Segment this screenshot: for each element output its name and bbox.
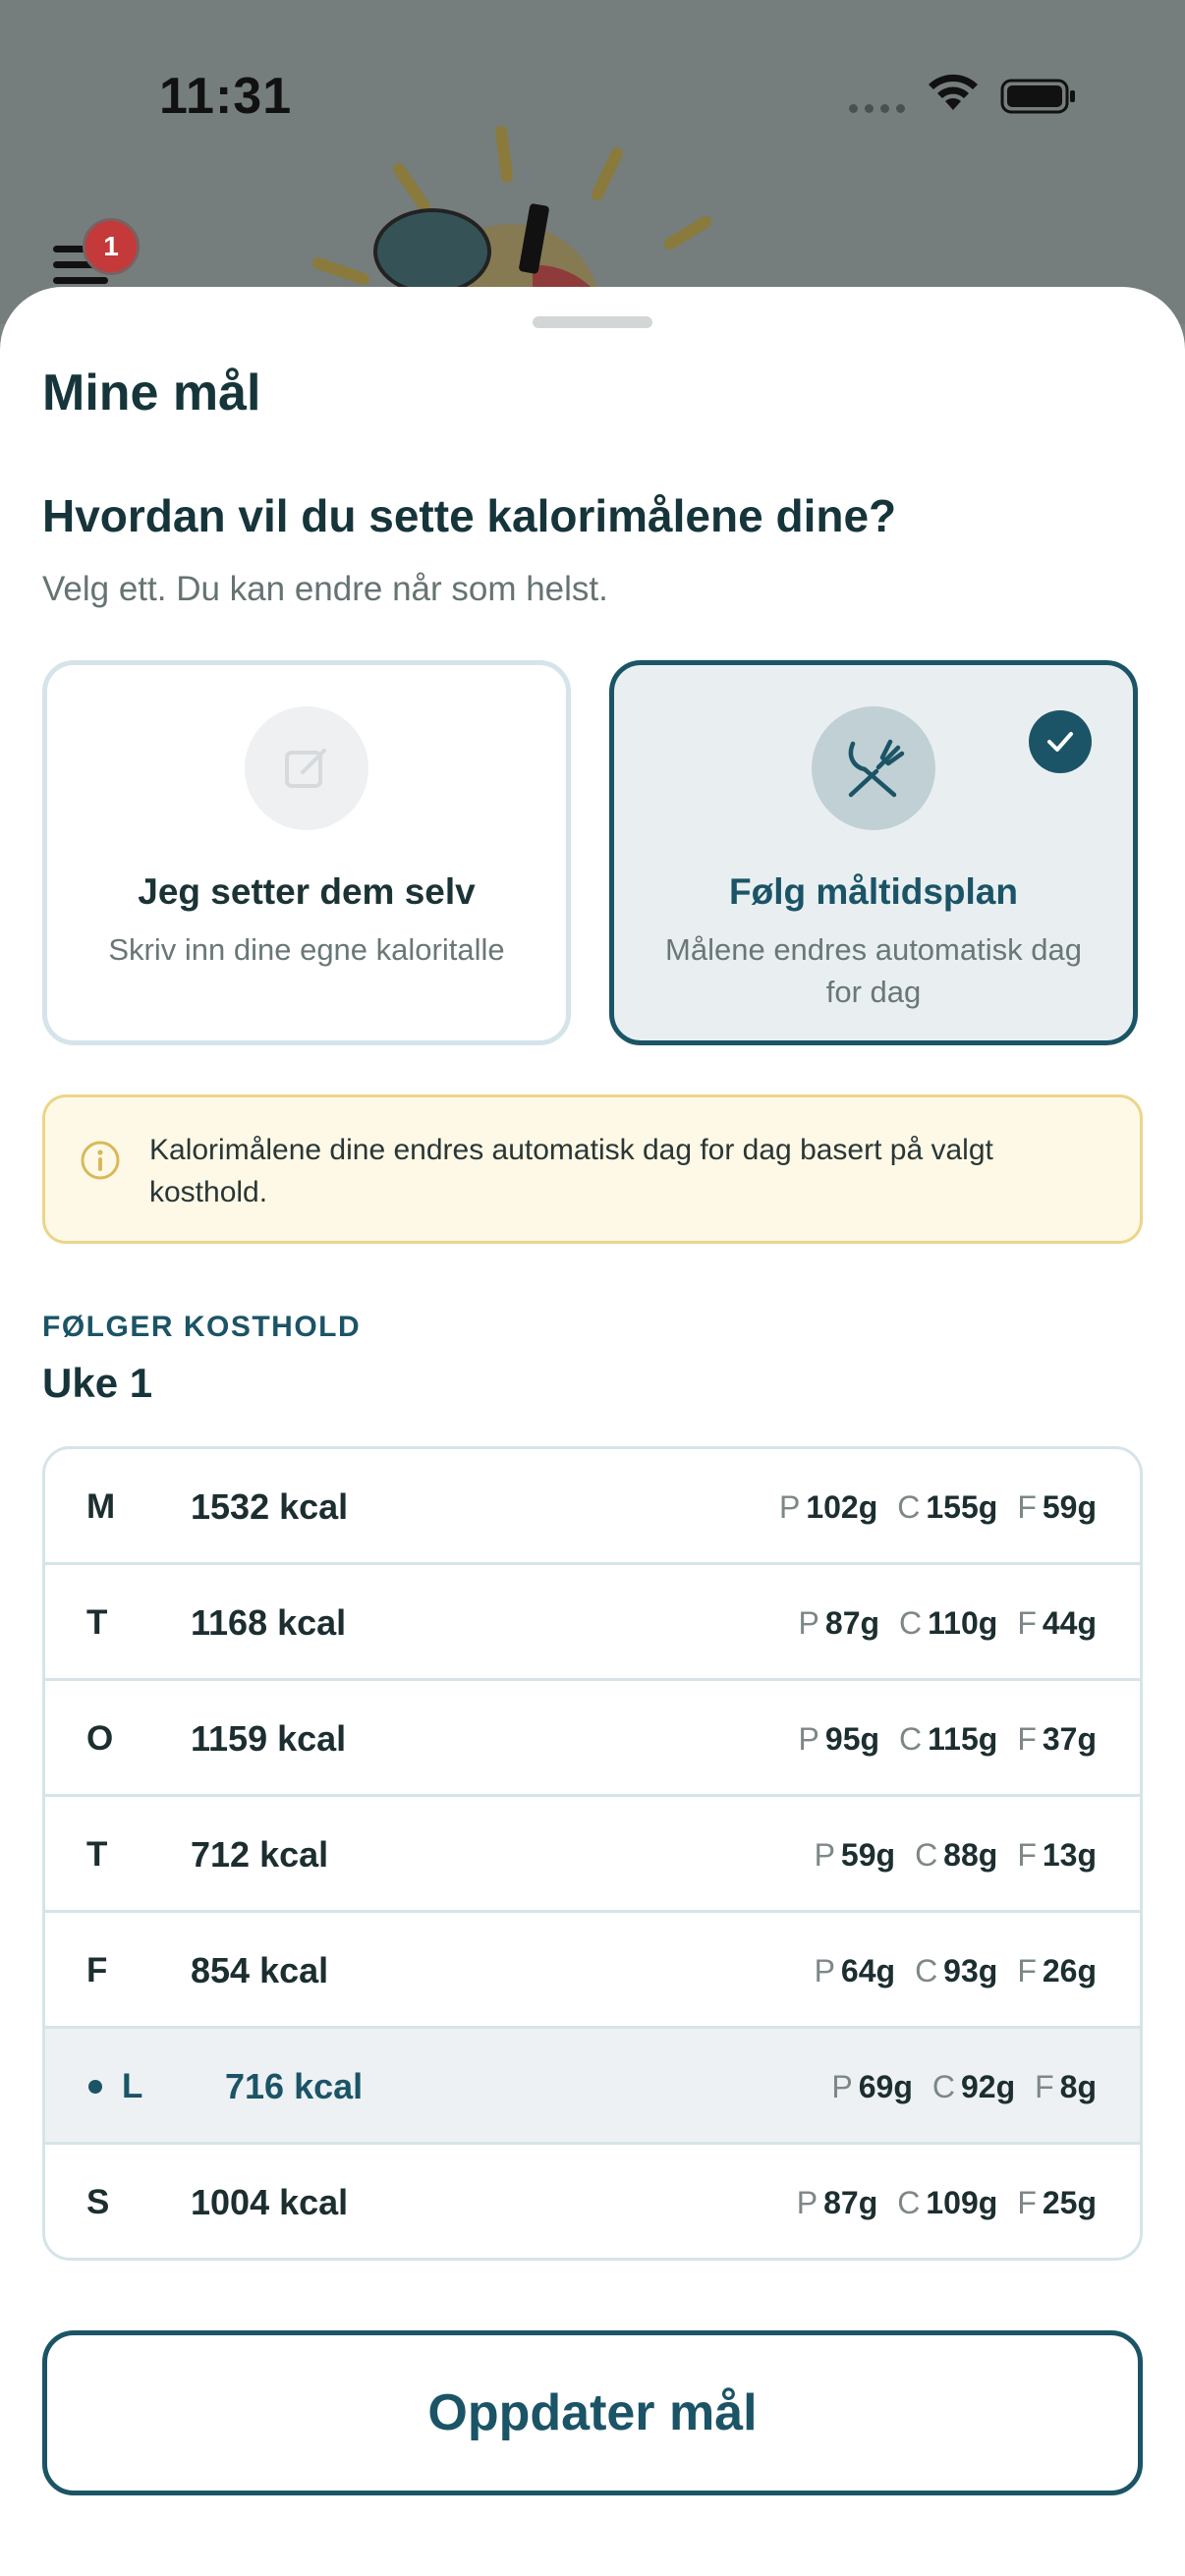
- option-title: Følg måltidsplan: [729, 871, 1018, 912]
- info-icon: [79, 1139, 122, 1182]
- background-app: [0, 0, 1185, 324]
- fat-label: F: [1017, 1489, 1037, 1525]
- status-time: 11:31: [159, 68, 293, 125]
- notification-badge: 1: [83, 218, 140, 275]
- day-macros: [799, 1681, 1097, 1797]
- day-letter: T: [86, 1603, 108, 1642]
- protein-label: P: [831, 2069, 853, 2104]
- day-macros: [815, 1913, 1097, 2029]
- carbs-label: C: [897, 1489, 921, 1525]
- protein-value: 64g: [840, 1953, 896, 1988]
- option-description: Målene endres automatisk dag for dag: [665, 932, 1082, 1009]
- checkmark-icon: [1029, 710, 1092, 773]
- day-kcal: 854 kcal: [191, 1950, 329, 1990]
- carbs-label: C: [899, 1605, 923, 1641]
- edit-icon: [245, 706, 368, 830]
- fat-label: F: [1035, 2069, 1054, 2104]
- carbs-value: 88g: [943, 1837, 998, 1873]
- carbs-value: 155g: [926, 1489, 998, 1525]
- sheet-grabber[interactable]: [533, 316, 652, 328]
- fat-value: 8g: [1059, 2069, 1097, 2104]
- day-letter: O: [86, 1719, 114, 1758]
- protein-value: 59g: [840, 1837, 896, 1873]
- fat-value: 26g: [1042, 1953, 1097, 1988]
- fat-label: F: [1017, 1605, 1037, 1641]
- day-macros: [797, 2145, 1097, 2261]
- day-kcal: 716 kcal: [225, 2066, 364, 2106]
- carbs-label: C: [915, 1953, 938, 1988]
- protein-label: P: [814, 1953, 835, 1988]
- goal-subtitle: Velg ett. Du kan endre når som helst.: [42, 570, 608, 608]
- fat-value: 44g: [1042, 1605, 1097, 1641]
- carbs-value: 109g: [926, 2185, 998, 2220]
- option-follow-meal-plan[interactable]: [609, 660, 1138, 1045]
- day-letter: T: [86, 1835, 108, 1874]
- day-letter: L: [122, 2067, 143, 2105]
- protein-label: P: [796, 2185, 818, 2220]
- fat-label: F: [1017, 1953, 1037, 1988]
- day-macros: [799, 1565, 1097, 1681]
- day-macros: [779, 1449, 1097, 1565]
- day-kcal: 1168 kcal: [191, 1602, 347, 1643]
- day-letter: M: [86, 1487, 116, 1526]
- table-row[interactable]: [45, 1681, 1140, 1797]
- protein-value: 87g: [824, 1605, 880, 1641]
- protein-label: P: [778, 1489, 801, 1525]
- carbs-value: 92g: [960, 2069, 1016, 2104]
- table-row[interactable]: [45, 1913, 1140, 2029]
- option-set-myself[interactable]: [42, 660, 571, 1045]
- carbs-value: 93g: [943, 1953, 998, 1988]
- fat-label: F: [1017, 1721, 1037, 1757]
- carbs-value: 115g: [928, 1721, 998, 1757]
- fat-value: 25g: [1042, 2185, 1097, 2220]
- table-row[interactable]: [45, 1797, 1140, 1913]
- wifi-icon: [926, 71, 981, 114]
- option-title: Jeg setter dem selv: [138, 871, 476, 912]
- day-macros: [815, 1797, 1097, 1913]
- protein-value: 87g: [823, 2185, 878, 2220]
- update-goals-button[interactable]: Oppdater mål: [42, 2330, 1143, 2495]
- day-kcal: 1004 kcal: [191, 2182, 349, 2222]
- protein-value: 69g: [858, 2069, 913, 2104]
- battery-icon: [1000, 77, 1077, 116]
- info-text: Kalorimålene dine endres automatisk dag for dag basert på valgt kosthold.: [149, 1134, 993, 1208]
- goals-sheet: [0, 287, 1185, 2576]
- fat-value: 37g: [1042, 1721, 1097, 1757]
- day-kcal: 712 kcal: [191, 1834, 329, 1875]
- day-letter: S: [86, 2183, 110, 2221]
- info-banner: [42, 1094, 1143, 1244]
- carbs-label: C: [931, 2069, 955, 2104]
- day-kcal: 1159 kcal: [191, 1718, 347, 1759]
- protein-value: 95g: [824, 1721, 880, 1757]
- fork-knife-icon: [812, 706, 935, 830]
- table-row[interactable]: [45, 1449, 1140, 1565]
- sheet-title: Mine mål: [42, 364, 261, 421]
- day-letter: F: [86, 1951, 108, 1989]
- cellular-signal-icon: [849, 104, 905, 113]
- fat-label: F: [1017, 1837, 1037, 1873]
- carbs-value: 110g: [928, 1605, 998, 1641]
- protein-label: P: [798, 1605, 819, 1641]
- day-plan-table: [42, 1446, 1143, 2261]
- day-macros: [831, 2029, 1097, 2145]
- protein-value: 102g: [806, 1489, 878, 1525]
- fat-value: 59g: [1042, 1489, 1097, 1525]
- goal-question: Hvordan vil du sette kalorimålene dine?: [42, 490, 897, 541]
- day-kcal: 1532 kcal: [191, 1486, 349, 1527]
- table-row[interactable]: [45, 2029, 1140, 2145]
- carbs-label: C: [915, 1837, 938, 1873]
- current-day-indicator: [88, 2080, 102, 2094]
- carbs-label: C: [899, 1721, 923, 1757]
- section-label: FØLGER KOSTHOLD: [42, 1311, 362, 1343]
- protein-label: P: [814, 1837, 835, 1873]
- week-title: Uke 1: [42, 1360, 153, 1406]
- carbs-label: C: [897, 2185, 921, 2220]
- fat-value: 13g: [1042, 1837, 1097, 1873]
- table-row[interactable]: [45, 2145, 1140, 2258]
- fat-label: F: [1017, 2185, 1037, 2220]
- table-row[interactable]: [45, 1565, 1140, 1681]
- protein-label: P: [798, 1721, 819, 1757]
- option-description: Skriv inn dine egne kaloritalle: [108, 932, 505, 967]
